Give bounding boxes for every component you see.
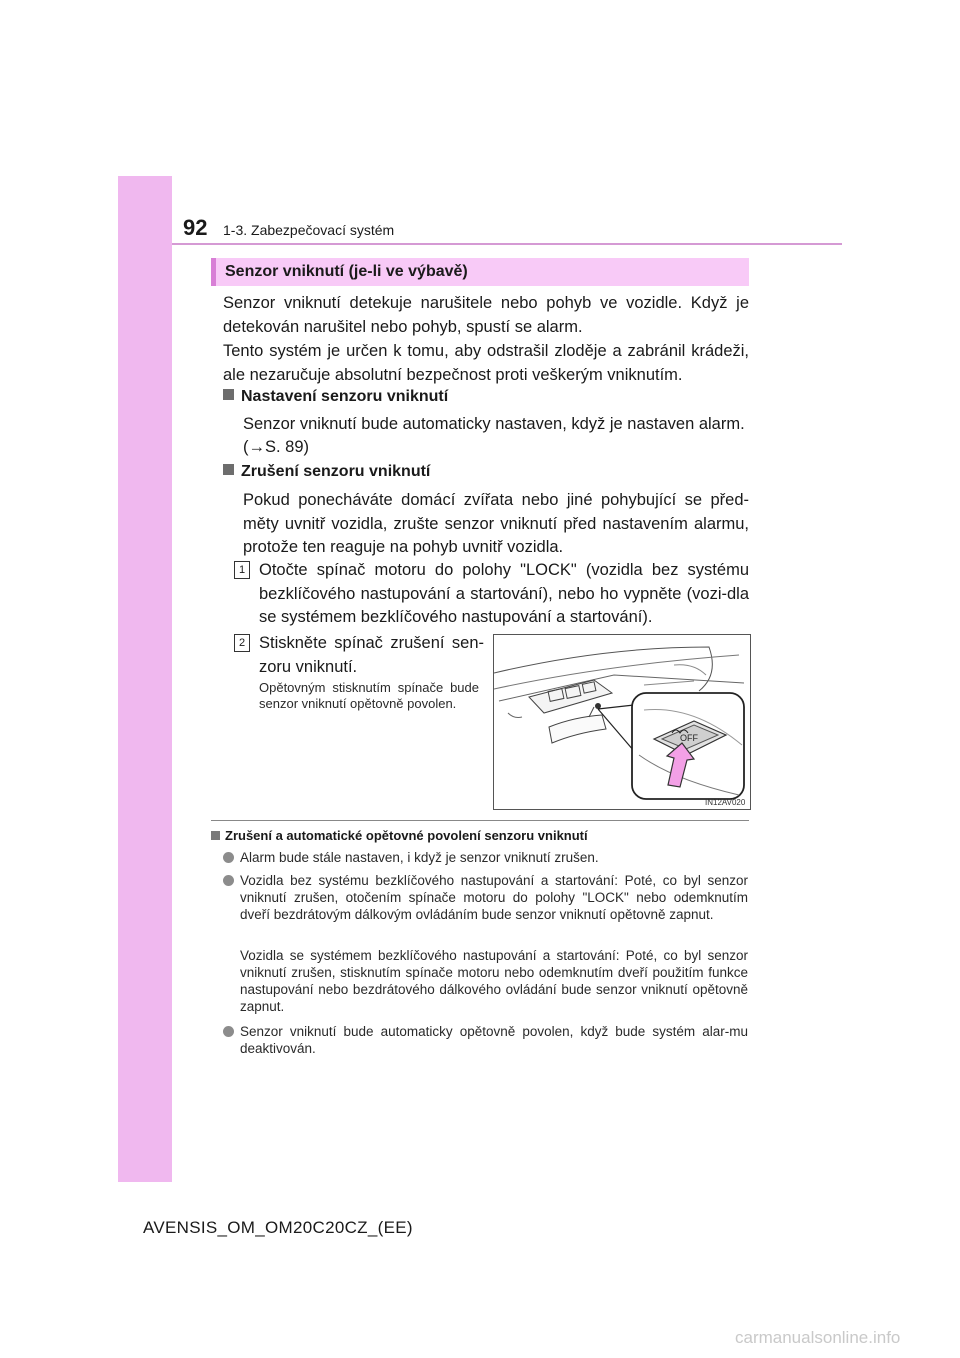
- title-bar-accent: [211, 258, 216, 286]
- notes-heading: [211, 828, 588, 843]
- step-number-1: 1: [234, 561, 250, 579]
- square-bullet-icon: [223, 389, 234, 400]
- bullet-dot-icon: [223, 1026, 234, 1037]
- cancel-text: Pokud ponecháváte domácí zvířata nebo jiné pohybující se před-měty uvnitř vozidla, zrušte senzor vniknutí před nastavením alarmu, protože ten reaguje na pohyb uvnitř vozidla.: [243, 491, 749, 556]
- bullet-dot-icon: [223, 852, 234, 863]
- bullet-dot-icon: [223, 875, 234, 886]
- setting-heading-text: Nastavení senzoru vniknutí: [241, 388, 449, 405]
- document-footer-code: AVENSIS_OM_OM20C20CZ_(EE): [143, 1218, 413, 1237]
- cancel-heading: [223, 463, 430, 481]
- cancel-heading-text: Zrušení senzoru vniknutí: [241, 463, 431, 480]
- section-heading: 1-3. Zabezpečovací systém: [223, 222, 395, 238]
- intro-paragraph-2: Tento systém je určen k tomu, aby odstrašil zloděje a zabránil krádeži, ale nezaručuje absolutní bezpečnost proti veškerým vniknutím.: [223, 342, 749, 384]
- step-1-text: Otočte spínač motoru do polohy "LOCK" (vozidla bez systému bezklíčového nastupování a startování), nebo ho vypněte (vozi-dla se systémem bezklíčového nastupování a startování).: [259, 561, 749, 626]
- square-bullet-icon: [223, 464, 234, 475]
- page-number: 92: [183, 215, 208, 240]
- setting-ref: (→S. 89): [243, 438, 310, 456]
- setting-text: Senzor vniknutí bude automaticky nastaven, když je nastaven alarm.: [243, 415, 745, 433]
- step-2-note: Opětovným stisknutím spínače bude senzor vniknutí opětovně povolen.: [259, 680, 479, 711]
- page-title: Senzor vniknutí (je-li ve výbavě): [225, 263, 468, 280]
- watermark: carmanualsonline.info: [735, 1328, 901, 1347]
- svg-text:OFF: OFF: [680, 733, 698, 743]
- step-2-text: Stiskněte spínač zrušení sen-zoru vniknutí.: [259, 634, 484, 676]
- note-item-2: Vozidla bez systému bezklíčového nastupování a startování: Poté, co byl senzor vniknutí zrušen, otočením spínače motoru do polohy "LOCK" nebo odemknutím dveří bezdrátovým dálkovým ovládáním bude senzor vniknutí opětovně zapnut.: [240, 873, 748, 922]
- note-item-4: Senzor vniknutí bude automaticky opětovně povolen, když bude systém alar-mu deaktivován.: [240, 1024, 748, 1056]
- notes-heading-text: Zrušení a automatické opětovné povolení senzoru vniknutí: [225, 828, 588, 843]
- note-item-3: Vozidla se systémem bezklíčového nastupování a startování: Poté, co byl senzor vniknutí zrušen, stisknutím spínače motoru nebo odemknutím dveří použitím funkce nastupování nebo bezdrátového dálkového ovládání bude senzor vniknutí opětovně zapnut.: [240, 948, 748, 1014]
- header-rule: [172, 243, 842, 245]
- car-ceiling-illustration: [494, 635, 750, 809]
- note-item-1: Alarm bude stále nastaven, i když je senzor vniknutí zrušen.: [240, 850, 599, 865]
- step-number-2: 2: [234, 634, 250, 652]
- notes-divider: [211, 820, 749, 821]
- intro-paragraph-1: Senzor vniknutí detekuje narušitele nebo pohyb ve vozidle. Když je detekován narušitel nebo pohyb, spustí se alarm.: [223, 294, 749, 336]
- setting-heading: [223, 388, 448, 406]
- chapter-sidebar-tab: [118, 176, 172, 1182]
- intrusion-sensor-switch-figure: [493, 634, 751, 810]
- figure-code: IN12AV020: [705, 798, 746, 807]
- square-bullet-icon: [211, 831, 220, 840]
